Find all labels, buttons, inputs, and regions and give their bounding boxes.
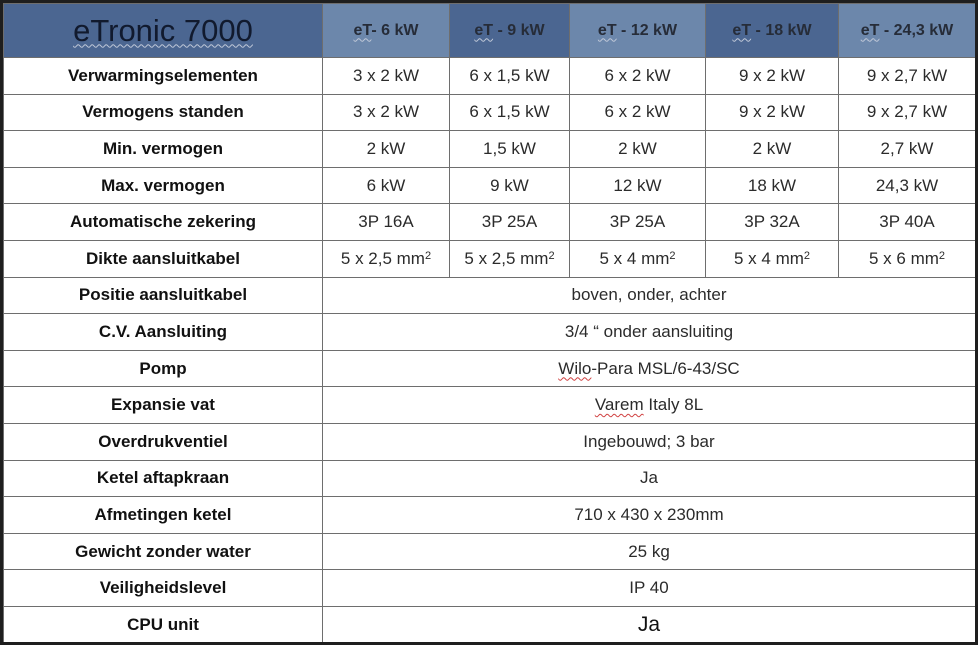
row-label: Pomp bbox=[4, 350, 323, 387]
table-cell: 3P 32A bbox=[706, 204, 839, 241]
spellcheck-word: Wilo bbox=[558, 358, 592, 378]
shared-cell: 3/4 “ onder aansluiting bbox=[323, 314, 976, 351]
table-cell: 6 kW bbox=[323, 167, 450, 204]
table-cell: 9 x 2 kW bbox=[706, 58, 839, 95]
shared-cell: boven, onder, achter bbox=[323, 277, 976, 314]
row-label: Veiligheidslevel bbox=[4, 570, 323, 607]
table-cell: 2,7 kW bbox=[839, 131, 976, 168]
table-row-dikte-aansluitkabel bbox=[4, 240, 976, 277]
row-label: Min. vermogen bbox=[4, 131, 323, 168]
shared-cell: 25 kg bbox=[323, 533, 976, 570]
table-cell: 9 kW bbox=[450, 167, 570, 204]
table-cell bbox=[450, 240, 570, 277]
table-cell: 6 x 1,5 kW bbox=[450, 58, 570, 95]
table-cell bbox=[706, 240, 839, 277]
table-row-expansie-vat bbox=[4, 387, 976, 424]
product-title-text: eTronic 7000 bbox=[73, 12, 253, 48]
row-label: Dikte aansluitkabel bbox=[4, 240, 323, 277]
shared-cell: IP 40 bbox=[323, 570, 976, 607]
table-cell: 9 x 2,7 kW bbox=[839, 58, 976, 95]
table-cell: 3 x 2 kW bbox=[323, 94, 450, 131]
model-suffix: - 6 kW bbox=[371, 21, 419, 39]
unit-superscript: 2 bbox=[803, 249, 811, 262]
shared-cell: Ja bbox=[323, 606, 976, 642]
table-cell: 3P 25A bbox=[450, 204, 570, 241]
table-row-overdrukventiel bbox=[4, 423, 976, 460]
model-header-6kw bbox=[323, 4, 450, 58]
model-prefix: eT bbox=[860, 21, 880, 39]
spellcheck-word: Varem bbox=[594, 395, 644, 415]
value-text: -Para MSL/6-43/SC bbox=[591, 358, 740, 378]
shared-cell: Ingebouwd; 3 bar bbox=[323, 423, 976, 460]
table-row-veiligheidslevel bbox=[4, 570, 976, 607]
model-suffix: - 24,3 kW bbox=[879, 21, 954, 39]
table-row-verwarmingselementen bbox=[4, 58, 976, 95]
cable-size: 5 x 4 mm bbox=[599, 248, 670, 268]
table-cell: 6 x 1,5 kW bbox=[450, 94, 570, 131]
table-cell: 2 kW bbox=[323, 131, 450, 168]
table-cell: 1,5 kW bbox=[450, 131, 570, 168]
table-row-min-vermogen bbox=[4, 131, 976, 168]
model-prefix: eT bbox=[732, 21, 752, 39]
table-row-max-vermogen bbox=[4, 167, 976, 204]
row-label: C.V. Aansluiting bbox=[4, 314, 323, 351]
table-row-pomp bbox=[4, 350, 976, 387]
model-prefix: eT bbox=[353, 21, 372, 39]
table-row-afmetingen-ketel bbox=[4, 497, 976, 534]
table-cell: 9 x 2,7 kW bbox=[839, 94, 976, 131]
row-label: Positie aansluitkabel bbox=[4, 277, 323, 314]
model-header-9kw bbox=[450, 4, 570, 58]
unit-superscript: 2 bbox=[424, 249, 432, 262]
shared-cell: 710 x 430 x 230mm bbox=[323, 497, 976, 534]
model-suffix: - 9 kW bbox=[493, 21, 545, 39]
unit-superscript: 2 bbox=[938, 249, 946, 262]
row-label: Overdrukventiel bbox=[4, 423, 323, 460]
model-header-24-3kw bbox=[839, 4, 976, 58]
cable-size: 5 x 2,5 mm bbox=[340, 248, 425, 268]
table-cell: 18 kW bbox=[706, 167, 839, 204]
row-label: Vermogens standen bbox=[4, 94, 323, 131]
shared-cell bbox=[323, 350, 976, 387]
table-cell: 3P 25A bbox=[570, 204, 706, 241]
table-cell: 2 kW bbox=[570, 131, 706, 168]
product-title bbox=[4, 4, 323, 58]
value-text: Italy 8L bbox=[643, 395, 704, 415]
row-label: Verwarmingselementen bbox=[4, 58, 323, 95]
table-cell: 3P 40A bbox=[839, 204, 976, 241]
row-label: Max. vermogen bbox=[4, 167, 323, 204]
shared-cell: Ja bbox=[323, 460, 976, 497]
table-cell: 2 kW bbox=[706, 131, 839, 168]
cable-size: 5 x 4 mm bbox=[733, 248, 804, 268]
table-cell: 24,3 kW bbox=[839, 167, 976, 204]
table-row-cpu-unit bbox=[4, 606, 976, 642]
header-row bbox=[4, 4, 976, 58]
table-cell: 6 x 2 kW bbox=[570, 94, 706, 131]
unit-superscript: 2 bbox=[669, 249, 676, 262]
row-label: Expansie vat bbox=[4, 387, 323, 424]
table-cell: 12 kW bbox=[570, 167, 706, 204]
row-label: Automatische zekering bbox=[4, 204, 323, 241]
table-row-gewicht-zonder-water bbox=[4, 533, 976, 570]
cable-size: 5 x 2,5 mm bbox=[464, 248, 549, 268]
model-prefix: eT bbox=[474, 21, 494, 39]
model-header-12kw bbox=[570, 4, 706, 58]
table-row-vermogens-standen bbox=[4, 94, 976, 131]
row-label: Afmetingen ketel bbox=[4, 497, 323, 534]
row-label: Ketel aftapkraan bbox=[4, 460, 323, 497]
table-cell: 3P 16A bbox=[323, 204, 450, 241]
table-cell: 6 x 2 kW bbox=[570, 58, 706, 95]
table-row-positie-aansluitkabel bbox=[4, 277, 976, 314]
table-cell bbox=[570, 240, 706, 277]
table-row-cv-aansluiting bbox=[4, 314, 976, 351]
shared-cell bbox=[323, 387, 976, 424]
table-cell: 3 x 2 kW bbox=[323, 58, 450, 95]
spec-table bbox=[3, 3, 975, 642]
model-suffix: - 12 kW bbox=[616, 21, 678, 39]
model-header-18kw bbox=[706, 4, 839, 58]
row-label: Gewicht zonder water bbox=[4, 533, 323, 570]
model-suffix: - 18 kW bbox=[751, 21, 812, 39]
table-cell: 9 x 2 kW bbox=[706, 94, 839, 131]
table-row-ketel-aftapkraan bbox=[4, 460, 976, 497]
unit-superscript: 2 bbox=[548, 249, 555, 262]
model-prefix: eT bbox=[597, 21, 617, 39]
row-label: CPU unit bbox=[4, 606, 323, 642]
table-cell bbox=[323, 240, 450, 277]
spec-sheet bbox=[3, 3, 975, 642]
table-cell bbox=[839, 240, 976, 277]
table-row-automatische-zekering bbox=[4, 204, 976, 241]
cable-size: 5 x 6 mm bbox=[868, 248, 939, 268]
